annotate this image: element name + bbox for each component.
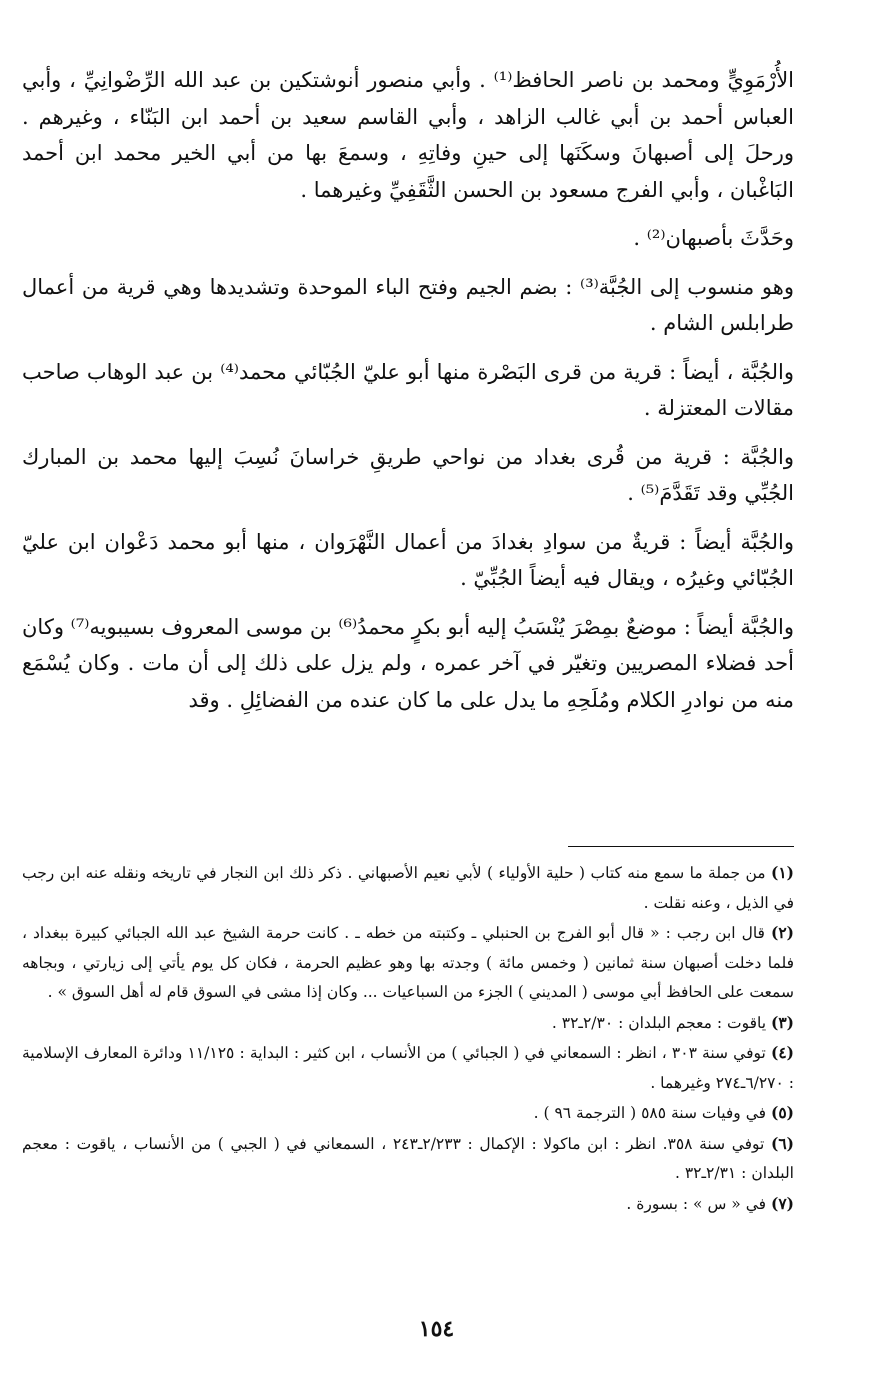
page-number: ١٥٤ xyxy=(418,1316,455,1342)
footnote-number: (٢) xyxy=(770,923,794,942)
footnote-number: (٥) xyxy=(770,1103,794,1122)
footnote-text: من جملة ما سمع منه كتاب ( حلية الأولياء ) لأبي نعيم الأصبهاني . ذكر ذلك ابن النجار في تاريخه ونقله عنه ابن رجب في الذيل ، وعنه نقلت . xyxy=(22,864,794,912)
paragraph: والجُبَّة أيضاً : قريةٌ من سوادِ بغدادَ من أعمال النَّهْرَوان ، منها أبو محمد دَعْوان ابن عليّ الجُبّائي وغيرُه ، ويقال فيه أيضاً الجُبِّيّ . xyxy=(22,529,794,590)
footnote-text: في « س » : بسورة . xyxy=(626,1194,767,1213)
footnote-number: (٣) xyxy=(770,1012,794,1032)
footnote xyxy=(22,1008,794,1039)
footnote-text: ياقوت : معجم البلدان : ٢/٣٠ـ٣٢ . xyxy=(551,1013,767,1032)
paragraph: وحَدَّثَ بأصبهان⁽²⁾ . xyxy=(633,226,794,250)
footnote-text: توفي سنة ٣٥٨. انظر : ابن ماكولا : الإكمال : ٢/٢٣٣ـ٢٤٣ ، السمعاني في ( الجبي ) من الأنساب ، ياقوت : معجم البلدان : ٢/٣١ـ٣٢ . xyxy=(22,1134,794,1182)
footnote-separator xyxy=(568,846,794,847)
footnote xyxy=(22,1038,794,1098)
footnote-number: (٤) xyxy=(770,1043,794,1062)
footnote-number: (١) xyxy=(770,863,794,882)
main-text xyxy=(22,62,794,718)
footnotes xyxy=(22,858,794,1219)
paragraph: والجُبَّة : قرية من قُرى بغداد من نواحي طريقِ خراسانَ نُسِبَ إليها محمد بن المبارك الجُبِّي وقد تَقَدَّمَ⁽⁵⁾ . xyxy=(22,444,794,505)
footnote-number: (٦) xyxy=(770,1133,794,1153)
footnote xyxy=(22,1129,794,1189)
paragraph: والجُبَّة ، أيضاً : قرية من قرى البَصْرة منها أبو عليّ الجُبّائي محمد⁽⁴⁾ بن عبد الوهاب صاحب مقالات المعتزلة . xyxy=(22,359,794,420)
footnote-text: توفي سنة ٣٠٣ ، انظر : السمعاني في ( الجبائي ) من الأنساب ، ابن كثير : البداية : ١١/١٢٥ ودائرة المعارف الإسلامية : ٦/٢٧٠ـ٢٧٤ وغيرهما . xyxy=(22,1044,794,1092)
footnote-number: (٧) xyxy=(770,1193,794,1213)
footnote-text: في وفيات سنة ٥٨٥ ( الترجمة ٩٦ ) . xyxy=(533,1104,767,1122)
footnote xyxy=(22,1189,794,1220)
footnote xyxy=(22,918,794,1008)
footnote xyxy=(22,1098,794,1129)
paragraph: وهو منسوب إلى الجُبَّة⁽³⁾ : بضم الجيم وفتح الباء الموحدة وتشديدها وهي قرية من أعمال طرابلس الشام . xyxy=(22,274,794,335)
paragraph: الأُرْمَوِيٍّ ومحمد بن ناصر الحافظ⁽¹⁾ . وأبي منصور أنوشتكين بن عبد الله الرِّضْوانِيِّ ، وأبي العباس أحمد بن أبي غالب الزاهد ، وأبي القاسم سعيد بن أحمد ابن البَنّاء ، وغيرهم . ورحلَ إلى أصبهانَ وسكَنَها إلى حينِ وفاتِهِ ، وسمعَ بها من أبي الخير محمد ابن أحمد البَاغْبان ، وأبي الفرج مسعود بن الحسن الثَّقَفِيِّ وغيرهما . xyxy=(22,68,795,202)
footnote xyxy=(22,858,794,918)
footnote-text: قال ابن رجب : « قال أبو الفرج بن الحنبلي ـ وكتبته من خطه ـ . كانت حرمة الشيخ عبد الله الجبائي كبيرة ببغداد ، فلما دخلت أصبهان سنة ثمانين ( وخمس مائة ) وجدته بها وهو عظيم الحرمة ، فكان كل يوم يأتي إلى زيارتي ، وبجاهه سمعت على الحافظ أبي موسى ( المديني ) الجزء من السباعيات ... وكان إذا مشى في السوق قام له أهل السوق » . xyxy=(22,924,794,1001)
paragraph: والجُبَّة أيضاً : موضعٌ بمِصْرَ يُنْسَبُ إليه أبو بكرٍ محمدُ⁽⁶⁾ بن موسى المعروف بسيبويه⁽⁷⁾ وكان أحد فضلاء المصريين وتغيّر في آخر عمره ، ولم يزل على ذلك إلى أن مات . وكان يُسْمَع منه من نوادرِ الكلام ومُلَحِهِ ما يدل على ما كان عنده من الفضائِلِ . وقد xyxy=(22,614,795,712)
